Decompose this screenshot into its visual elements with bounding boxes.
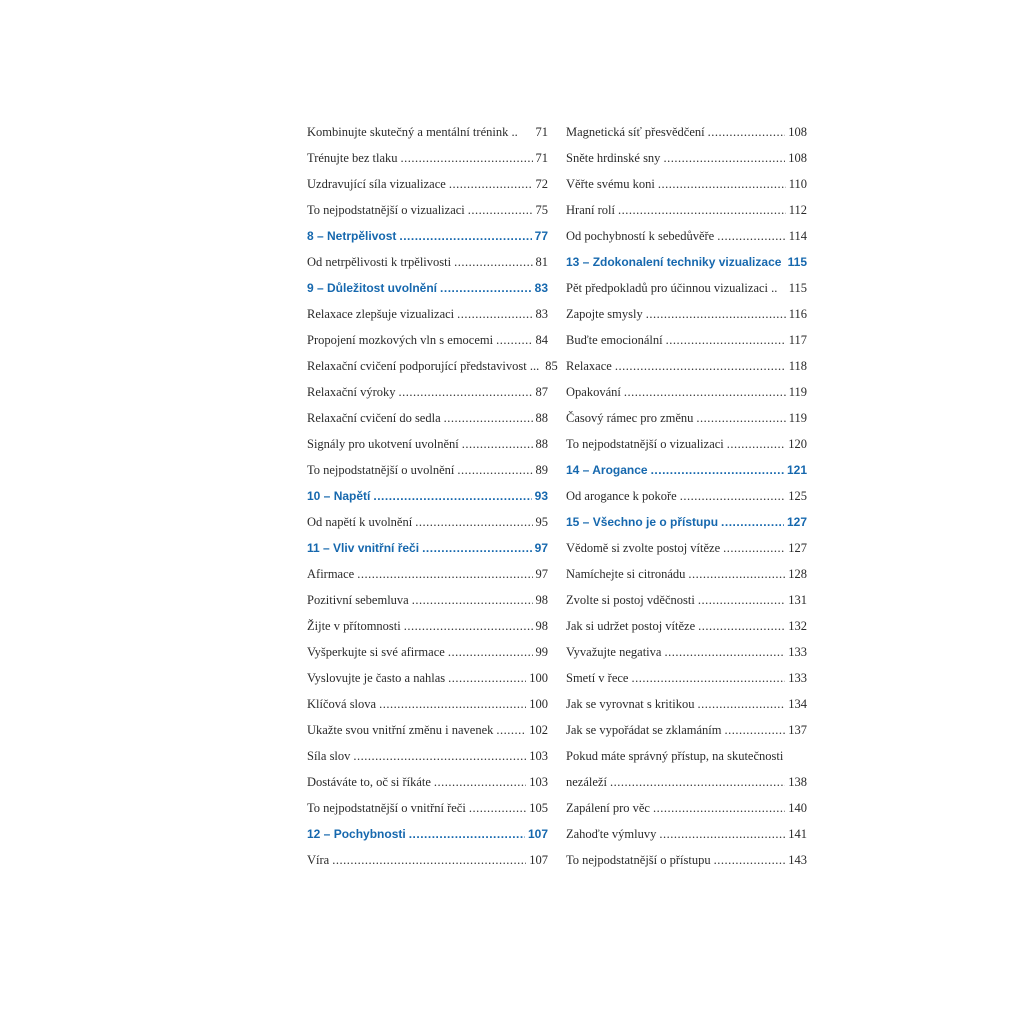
toc-dot-leader bbox=[496, 717, 526, 743]
toc-dot-leader bbox=[353, 743, 526, 769]
toc-entry-title: Víra bbox=[307, 853, 330, 867]
toc-entry-title: Buďte emocionální bbox=[566, 333, 663, 347]
toc-entry-title: Vyslovujte je často a nahlas bbox=[307, 671, 446, 685]
toc-page-number: 85 bbox=[545, 359, 558, 373]
toc-entry-title: To nejpodstatnější o přístupu bbox=[566, 853, 711, 867]
toc-dot-leader bbox=[462, 431, 533, 457]
toc-page-number: 83 bbox=[535, 307, 548, 321]
toc-dot-leader bbox=[401, 145, 533, 171]
toc-dot-leader bbox=[680, 483, 786, 509]
toc-entry bbox=[307, 301, 548, 327]
toc-entry-title: Relaxace bbox=[566, 359, 612, 373]
toc-entry-title: Kombinujte skutečný a mentální trénink .. bbox=[307, 125, 518, 139]
toc-entry bbox=[307, 119, 548, 145]
toc-entry-title: 11 – Vliv vnitřní řeči bbox=[307, 541, 420, 555]
toc-page-number: 97 bbox=[534, 541, 548, 555]
toc-entry-title: Od pochybností k sebedůvěře bbox=[566, 229, 715, 243]
toc-dot-leader bbox=[610, 769, 785, 795]
toc-entry-title: Síla slov bbox=[307, 749, 351, 763]
toc-dot-leader bbox=[469, 795, 526, 821]
toc-entry-title: Pokud máte správný přístup, na skutečnosti bbox=[566, 749, 784, 763]
toc-dot-leader bbox=[468, 197, 533, 223]
toc-entry-title: Jak se vyrovnat s kritikou bbox=[566, 697, 695, 711]
toc-entry bbox=[307, 769, 548, 795]
toc-page-number: 75 bbox=[535, 203, 548, 217]
toc-dot-leader bbox=[725, 717, 786, 743]
toc-entry-title: To nejpodstatnější o vizualizaci bbox=[566, 437, 724, 451]
toc-page-number: 116 bbox=[788, 307, 807, 321]
toc-dot-leader bbox=[698, 587, 785, 613]
toc-entry-title: Zapálení pro věc bbox=[566, 801, 650, 815]
toc-entry bbox=[566, 275, 807, 301]
toc-chapter-heading bbox=[307, 535, 548, 561]
toc-entry-title: Relaxační cvičení do sedla bbox=[307, 411, 441, 425]
toc-dot-leader bbox=[721, 509, 784, 535]
toc-dot-leader bbox=[618, 197, 786, 223]
toc-entry bbox=[566, 613, 807, 639]
toc-entry-title: 10 – Napětí bbox=[307, 489, 371, 503]
toc-entry-title: 9 – Důležitost uvolnění bbox=[307, 281, 438, 295]
toc-entry-title: Jak si udržet postoj vítěze bbox=[566, 619, 696, 633]
toc-entry bbox=[307, 431, 548, 457]
toc-page-number: 137 bbox=[788, 723, 807, 737]
toc-entry bbox=[307, 665, 548, 691]
toc-page-number: 120 bbox=[788, 437, 807, 451]
toc-entry-title: Relaxace zlepšuje vizualizaci bbox=[307, 307, 455, 321]
toc-page-number: 71 bbox=[535, 125, 548, 139]
toc-page-number: 72 bbox=[535, 177, 548, 191]
toc-page-number: 134 bbox=[788, 697, 807, 711]
toc-page-number: 93 bbox=[534, 489, 548, 503]
toc-entry bbox=[307, 743, 548, 769]
toc-page-number: 95 bbox=[535, 515, 548, 529]
toc-column-right bbox=[566, 119, 807, 873]
toc-entry-title: 8 – Netrpělivost bbox=[307, 229, 397, 243]
toc-page-number: 110 bbox=[788, 177, 807, 191]
toc-entry bbox=[566, 587, 807, 613]
toc-entry-title: Zapojte smysly bbox=[566, 307, 643, 321]
toc-entry bbox=[307, 379, 548, 405]
toc-entry bbox=[566, 301, 807, 327]
toc-page-number: 121 bbox=[786, 463, 807, 477]
toc-entry bbox=[566, 119, 807, 145]
toc-entry bbox=[307, 457, 548, 483]
toc-page-number: 119 bbox=[788, 411, 807, 425]
toc-page-number: 132 bbox=[788, 619, 807, 633]
toc-entry bbox=[566, 483, 807, 509]
toc-dot-leader bbox=[357, 561, 532, 587]
toc-dot-leader bbox=[631, 665, 785, 691]
toc-entry-title: Ukažte svou vnitřní změnu i navenek bbox=[307, 723, 494, 737]
toc-dot-leader bbox=[444, 405, 533, 431]
toc-page-number: 84 bbox=[535, 333, 548, 347]
toc-page-number: 115 bbox=[788, 281, 807, 295]
toc-entry bbox=[566, 327, 807, 353]
toc-dot-leader bbox=[624, 379, 786, 405]
toc-chapter-heading bbox=[307, 275, 548, 301]
toc-entry bbox=[307, 509, 548, 535]
toc-page-number: 105 bbox=[529, 801, 548, 815]
toc-page-number: 133 bbox=[788, 671, 807, 685]
toc-dot-leader bbox=[698, 613, 785, 639]
toc-dot-leader bbox=[454, 249, 532, 275]
toc-entry-title: Hraní rolí bbox=[566, 203, 615, 217]
toc-page-number: 103 bbox=[529, 749, 548, 763]
toc-entry bbox=[566, 665, 807, 691]
toc-page-number: 112 bbox=[788, 203, 807, 217]
toc-entry bbox=[566, 691, 807, 717]
toc-entry bbox=[307, 171, 548, 197]
toc-dot-leader bbox=[714, 847, 786, 873]
toc-page-number: 107 bbox=[527, 827, 548, 841]
toc-page-number: 141 bbox=[788, 827, 807, 841]
toc-page-number: 81 bbox=[535, 255, 548, 269]
toc-page-number: 131 bbox=[788, 593, 807, 607]
toc-page-number: 114 bbox=[788, 229, 807, 243]
toc-dot-leader bbox=[399, 223, 531, 249]
toc-dot-leader bbox=[615, 353, 786, 379]
toc-page-number: 89 bbox=[535, 463, 548, 477]
toc-page-number: 102 bbox=[529, 723, 548, 737]
toc-dot-leader bbox=[688, 561, 785, 587]
toc-entry-title: Signály pro ukotvení uvolnění bbox=[307, 437, 459, 451]
toc-entry-title: 12 – Pochybnosti bbox=[307, 827, 406, 841]
toc-entry-title: Věřte svému koni bbox=[566, 177, 655, 191]
toc-entry-title: Relaxační výroky bbox=[307, 385, 396, 399]
toc-entry bbox=[566, 171, 807, 197]
toc-page-number: 108 bbox=[788, 151, 807, 165]
toc-entry bbox=[307, 327, 548, 353]
toc-dot-leader bbox=[666, 327, 786, 353]
toc-page-number: 140 bbox=[788, 801, 807, 815]
toc-dot-leader bbox=[717, 223, 785, 249]
toc-dot-leader bbox=[373, 483, 531, 509]
toc-chapter-heading bbox=[307, 483, 548, 509]
toc-entry bbox=[307, 847, 548, 873]
toc-dot-leader bbox=[651, 457, 784, 483]
toc-entry-title: Pozitivní sebemluva bbox=[307, 593, 409, 607]
toc-page-number: 100 bbox=[529, 671, 548, 685]
toc-page-number: 87 bbox=[535, 385, 548, 399]
toc-entry-title: Od napětí k uvolnění bbox=[307, 515, 413, 529]
toc-dot-leader bbox=[457, 457, 532, 483]
toc-dot-leader bbox=[696, 405, 785, 431]
toc-page-number: 103 bbox=[529, 775, 548, 789]
toc-dot-leader bbox=[658, 171, 786, 197]
toc-dot-leader bbox=[412, 587, 533, 613]
toc-entry-title: Afirmace bbox=[307, 567, 355, 581]
toc-entry bbox=[566, 431, 807, 457]
toc-page-number: 138 bbox=[788, 775, 807, 789]
toc-entry bbox=[566, 379, 807, 405]
toc-entry-title: Propojení mozkových vln s emocemi bbox=[307, 333, 494, 347]
toc-dot-leader bbox=[449, 171, 533, 197]
toc-entry-title: Magnetická síť přesvědčení bbox=[566, 125, 705, 139]
toc-dot-leader bbox=[415, 509, 532, 535]
toc-entry-title: Uzdravující síla vizualizace bbox=[307, 177, 446, 191]
toc-entry bbox=[566, 769, 807, 795]
toc-entry bbox=[566, 821, 807, 847]
toc-entry bbox=[566, 535, 807, 561]
toc-dot-leader bbox=[457, 301, 532, 327]
toc-entry bbox=[307, 587, 548, 613]
toc-page-number: 127 bbox=[786, 515, 807, 529]
toc-entry-title: Od arogance k pokoře bbox=[566, 489, 677, 503]
toc-dot-leader bbox=[440, 275, 532, 301]
toc-dot-leader bbox=[332, 847, 526, 873]
toc-entry bbox=[566, 717, 807, 743]
toc-page-number: 71 bbox=[535, 151, 548, 165]
toc-entry-title: Zvolte si postoj vděčnosti bbox=[566, 593, 695, 607]
toc-dot-leader bbox=[664, 639, 785, 665]
toc-entry bbox=[307, 353, 558, 379]
toc-dot-leader bbox=[422, 535, 532, 561]
toc-entry bbox=[307, 249, 548, 275]
toc-entry-title: Vyvažujte negativa bbox=[566, 645, 662, 659]
toc-entry bbox=[307, 691, 548, 717]
toc-page-number: 119 bbox=[788, 385, 807, 399]
toc-entry-title: To nejpodstatnější o vizualizaci bbox=[307, 203, 465, 217]
toc-dot-leader bbox=[697, 691, 785, 717]
toc-entry-title: Jak se vypořádat se zklamáním bbox=[566, 723, 722, 737]
toc-entry-title: nezáleží bbox=[566, 775, 607, 789]
toc-entry-title: Žijte v přítomnosti bbox=[307, 619, 401, 633]
toc-dot-leader bbox=[496, 327, 532, 353]
toc-entry-title: 14 – Arogance bbox=[566, 463, 648, 477]
toc-dot-leader bbox=[646, 301, 786, 327]
toc-entry-title: 13 – Zdokonalení techniky vizualizace bbox=[566, 255, 782, 269]
toc-entry bbox=[307, 561, 548, 587]
toc-dot-leader bbox=[448, 639, 533, 665]
toc-entry-title: Namíchejte si citronádu bbox=[566, 567, 686, 581]
toc-dot-leader bbox=[723, 535, 785, 561]
toc-entry-title: 15 – Všechno je o přístupu bbox=[566, 515, 719, 529]
toc-entry-title: Dostáváte to, oč si říkáte bbox=[307, 775, 431, 789]
toc-page-number: 107 bbox=[529, 853, 548, 867]
toc-page-number: 88 bbox=[535, 411, 548, 425]
toc-entry bbox=[566, 405, 807, 431]
toc-page-number: 115 bbox=[787, 255, 807, 269]
toc-page-number: 83 bbox=[534, 281, 548, 295]
toc-chapter-heading bbox=[566, 509, 807, 535]
toc-entry-title: Klíčová slova bbox=[307, 697, 377, 711]
toc-entry bbox=[566, 795, 807, 821]
toc-entry-title: Časový rámec pro změnu bbox=[566, 411, 694, 425]
toc-dot-leader bbox=[404, 613, 533, 639]
toc-entry bbox=[566, 197, 807, 223]
toc-dot-leader bbox=[663, 145, 785, 171]
toc-entry-title: Vyšperkujte si své afirmace bbox=[307, 645, 445, 659]
toc-entry-title: Trénujte bez tlaku bbox=[307, 151, 398, 165]
toc-page-number: 88 bbox=[535, 437, 548, 451]
toc-column-left bbox=[307, 119, 558, 873]
toc-page-number: 143 bbox=[788, 853, 807, 867]
toc-entry-title: Zahoďte výmluvy bbox=[566, 827, 657, 841]
toc-entry-title: Od netrpělivosti k trpělivosti bbox=[307, 255, 452, 269]
toc-dot-leader bbox=[659, 821, 785, 847]
toc-page-number: 118 bbox=[788, 359, 807, 373]
toc-entry bbox=[566, 353, 807, 379]
toc-entry-title: Opakování bbox=[566, 385, 621, 399]
toc-dot-leader bbox=[448, 665, 526, 691]
toc-page-number: 97 bbox=[535, 567, 548, 581]
toc-dot-leader bbox=[653, 795, 785, 821]
toc-page-number: 127 bbox=[788, 541, 807, 555]
toc-dot-leader bbox=[409, 821, 525, 847]
toc-entry bbox=[307, 639, 548, 665]
toc-entry bbox=[566, 639, 807, 665]
toc-entry-title: Pět předpokladů pro účinnou vizualizaci .. bbox=[566, 281, 778, 295]
toc-entry bbox=[566, 223, 807, 249]
toc-entry bbox=[307, 197, 548, 223]
toc-entry bbox=[307, 717, 548, 743]
toc-dot-leader bbox=[399, 379, 533, 405]
toc-chapter-heading bbox=[307, 223, 548, 249]
toc-page-number: 133 bbox=[788, 645, 807, 659]
toc-entry-title: To nejpodstatnější o vnitřní řeči bbox=[307, 801, 466, 815]
toc-page-number: 108 bbox=[788, 125, 807, 139]
toc-page-number: 125 bbox=[788, 489, 807, 503]
toc-entry-title: Sněte hrdinské sny bbox=[566, 151, 661, 165]
toc-page-number: 128 bbox=[788, 567, 807, 581]
toc-page-number: 98 bbox=[535, 619, 548, 633]
toc-chapter-heading bbox=[566, 457, 807, 483]
toc-entry-title: Relaxační cvičení podporující představivost ... bbox=[307, 359, 540, 373]
toc-dot-leader bbox=[434, 769, 526, 795]
toc-page-number: 117 bbox=[788, 333, 807, 347]
toc-page-number: 98 bbox=[535, 593, 548, 607]
toc-dot-leader bbox=[379, 691, 526, 717]
toc-page-number: 99 bbox=[535, 645, 548, 659]
toc-page-number: 100 bbox=[529, 697, 548, 711]
toc-entry bbox=[566, 743, 807, 769]
toc-dot-leader bbox=[708, 119, 786, 145]
toc-entry bbox=[307, 613, 548, 639]
toc-entry-title: Smetí v řece bbox=[566, 671, 629, 685]
toc-dot-leader bbox=[727, 431, 785, 457]
toc-entry-title: Vědomě si zvolte postoj vítěze bbox=[566, 541, 721, 555]
toc-entry bbox=[307, 795, 548, 821]
toc-entry-title: To nejpodstatnější o uvolnění bbox=[307, 463, 455, 477]
toc-chapter-heading bbox=[566, 249, 807, 275]
toc-entry bbox=[566, 145, 807, 171]
toc-entry bbox=[307, 405, 548, 431]
toc-page-number: 77 bbox=[534, 229, 548, 243]
toc-chapter-heading bbox=[307, 821, 548, 847]
toc-entry bbox=[566, 561, 807, 587]
toc-entry bbox=[566, 847, 807, 873]
toc-entry bbox=[307, 145, 548, 171]
